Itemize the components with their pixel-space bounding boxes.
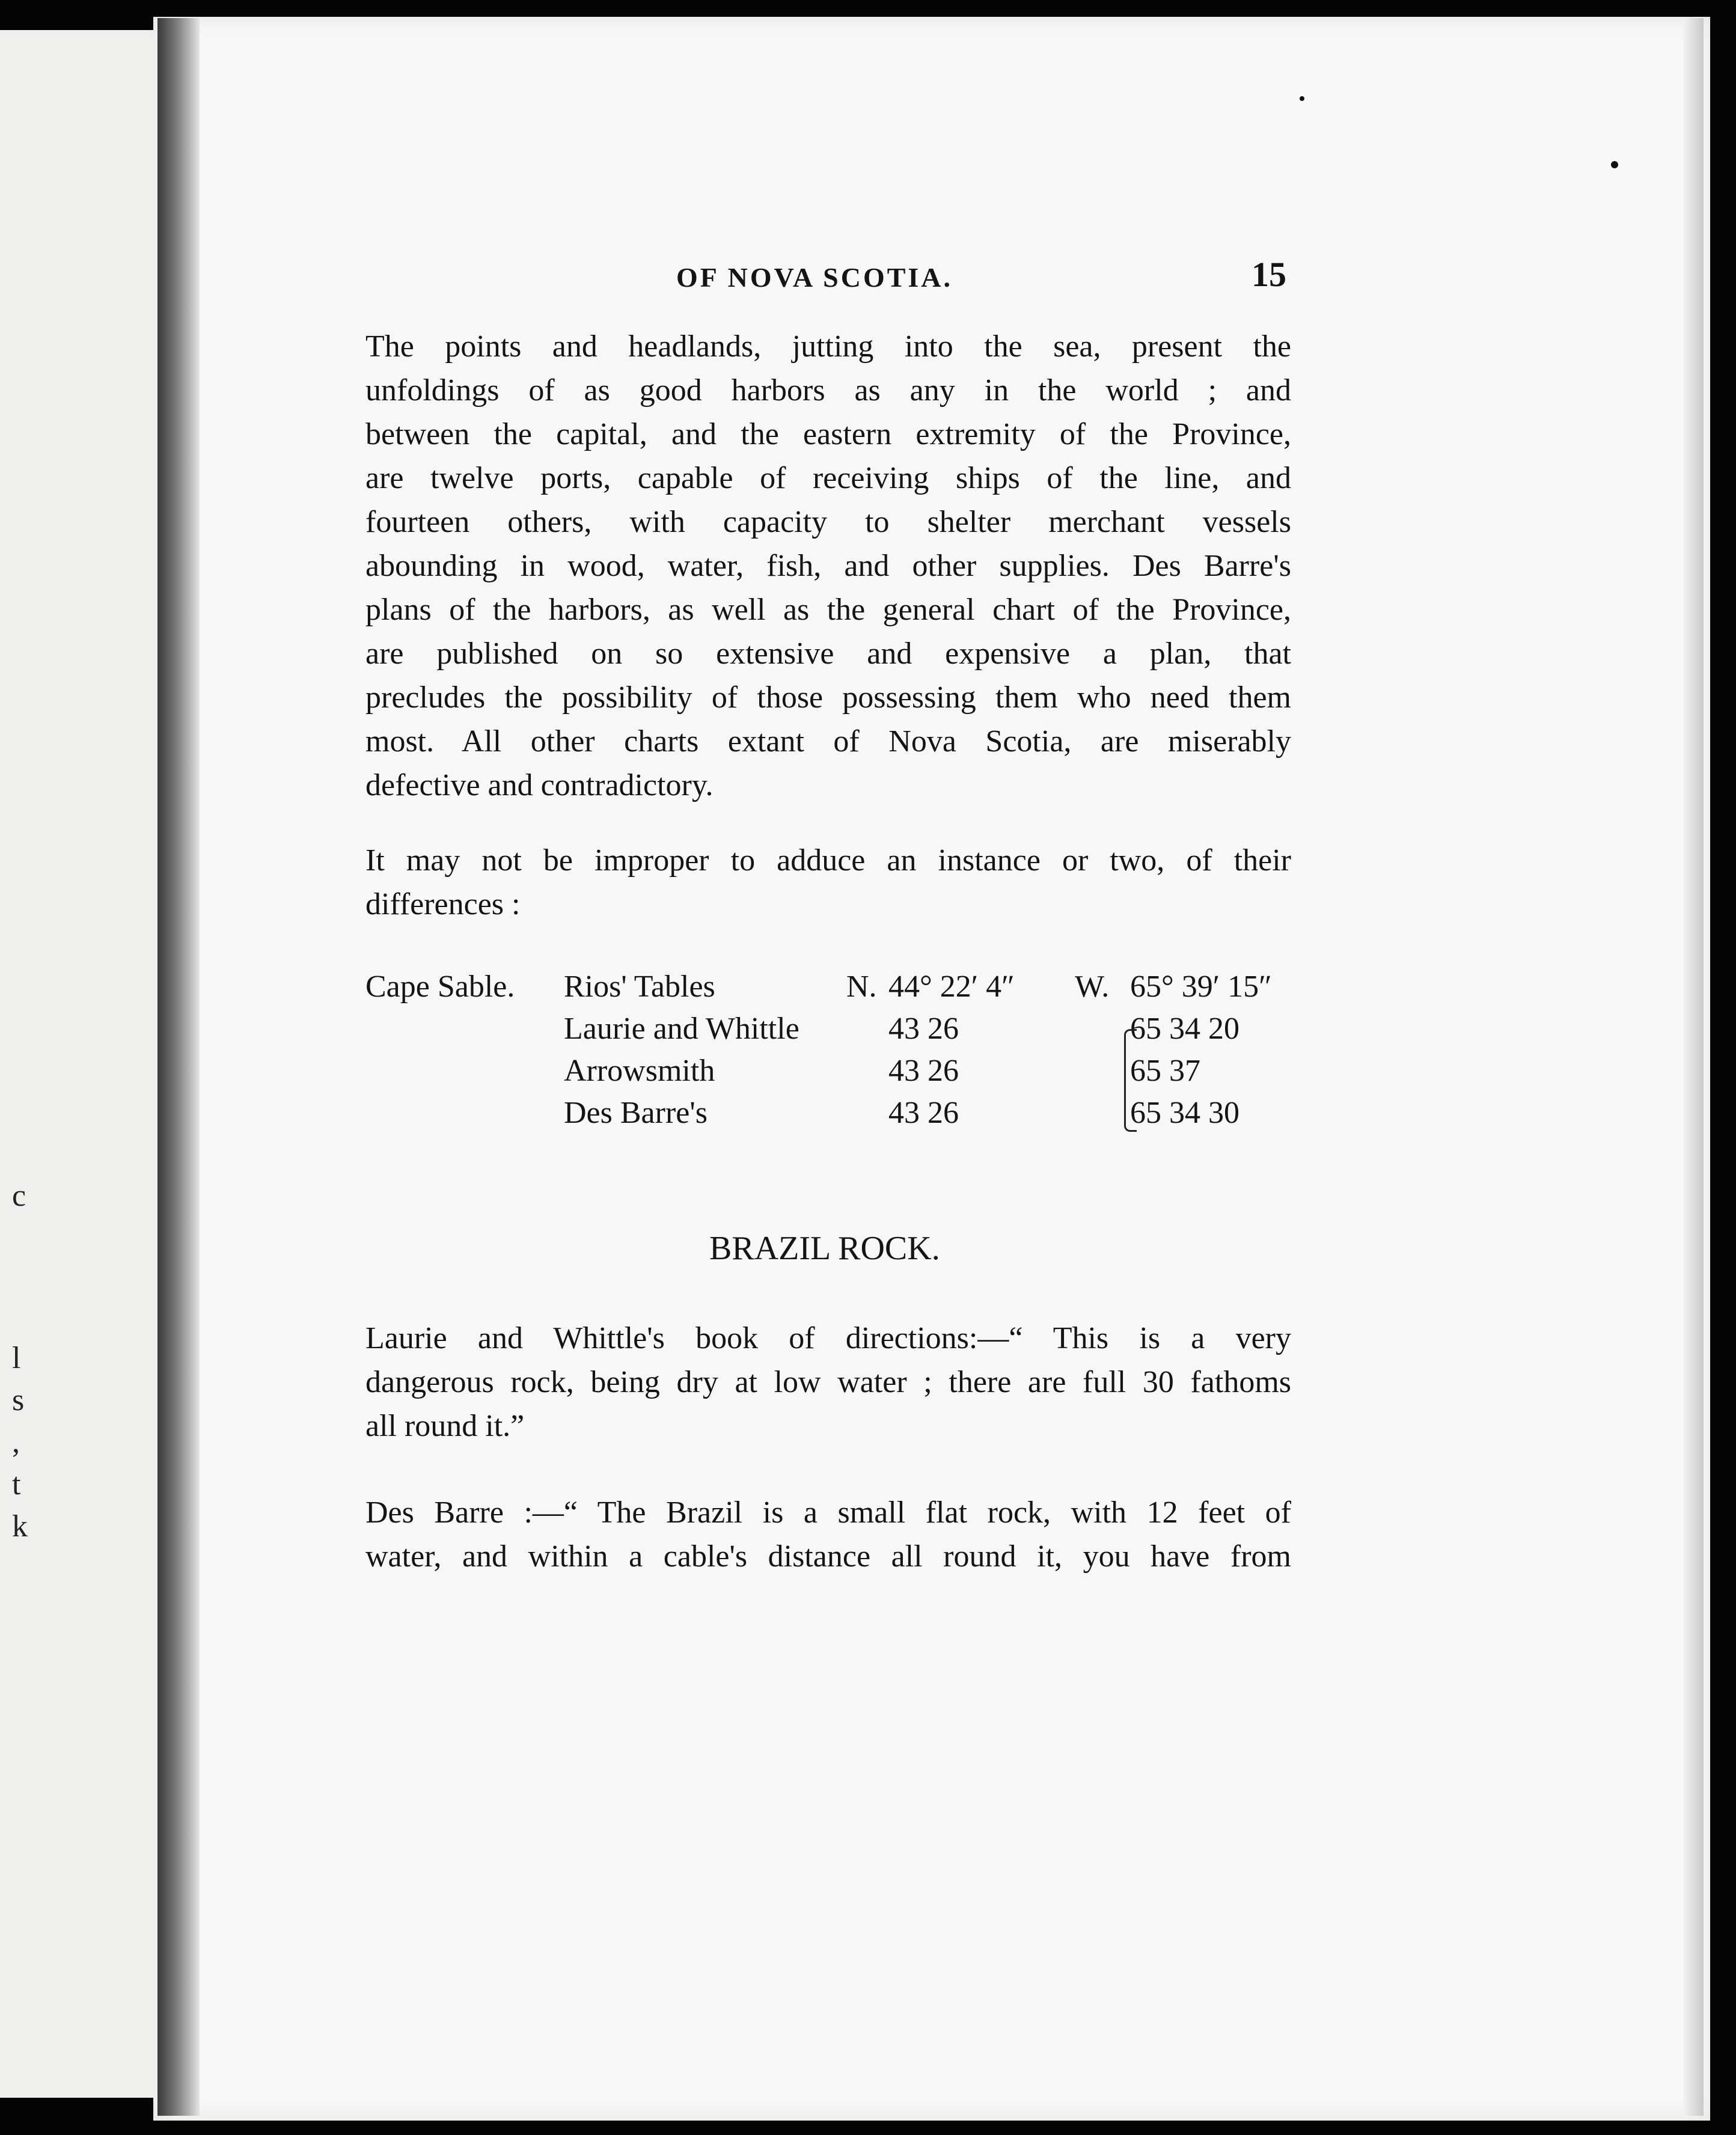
- table-row: [365, 969, 1291, 1011]
- text-line: fourteen others, with capacity to shelter merchant vessels: [365, 505, 1291, 539]
- adjacent-page-edge: [0, 30, 153, 2098]
- adjacent-page-fragment: k: [12, 1509, 28, 1544]
- text-line: plans of the harbors, as well as the general chart of the Province,: [365, 593, 1291, 627]
- text-line: Laurie and Whittle's book of directions:—“ This is a very: [365, 1321, 1291, 1355]
- source-name: Laurie and Whittle: [564, 1012, 799, 1046]
- paragraph-differences: [365, 838, 1291, 926]
- paragraph-laurie-whittle: [365, 1316, 1291, 1448]
- text-line: The points and headlands, jutting into the sea, present the: [365, 329, 1291, 364]
- source-name: Arrowsmith: [564, 1054, 715, 1088]
- adjacent-page-fragment: c: [12, 1179, 26, 1213]
- paragraph-des-barre: [365, 1491, 1291, 1578]
- place-name: Cape Sable.: [365, 970, 515, 1004]
- paragraph-harbors: [365, 325, 1291, 807]
- running-head: OF NOVA SCOTIA.: [676, 262, 953, 293]
- adjacent-page-fragment: s: [12, 1383, 25, 1417]
- adjacent-page-fragment: t: [12, 1467, 21, 1501]
- text-line: are twelve ports, capable of receiving ships of the line, and: [365, 461, 1291, 495]
- source-name: Des Barre's: [564, 1096, 708, 1130]
- text-line: are published on so extensive and expensive a plan, that: [365, 637, 1291, 671]
- section-title: BRAZIL ROCK.: [709, 1230, 940, 1267]
- latitude-value: 43 26: [888, 1096, 959, 1130]
- text-line: precludes the possibility of those possessing them who need them: [365, 680, 1291, 715]
- text-line: water, and within a cable's distance all round it, you have from: [365, 1539, 1291, 1574]
- text-line: abounding in wood, water, fish, and other supplies. Des Barre's: [365, 549, 1291, 583]
- source-name: Rios' Tables: [564, 970, 715, 1004]
- page-gutter-shadow: [157, 18, 200, 2116]
- text-line: dangerous rock, being dry at low water ; there are full 30 fathoms: [365, 1365, 1291, 1399]
- latitude-value: 44° 22′ 4″: [888, 970, 1015, 1004]
- latitude-value: 43 26: [888, 1054, 959, 1088]
- longitude-prefix: W.: [1075, 970, 1110, 1004]
- table-row: [365, 1011, 1291, 1053]
- page-header: [361, 255, 1286, 310]
- text-line: unfoldings of as good harbors as any in the world ; and: [365, 373, 1291, 408]
- text-line-last: defective and contradictory.: [365, 768, 714, 802]
- longitude-value: 65 37: [1130, 1054, 1200, 1088]
- longitude-bracket: [1124, 1029, 1137, 1132]
- table-row: [365, 1053, 1291, 1095]
- longitude-value: 65 34 20: [1130, 1012, 1239, 1046]
- ink-speck: [1300, 96, 1304, 101]
- ink-speck: [1611, 161, 1618, 168]
- adjacent-page-fragment: ,: [12, 1425, 20, 1459]
- text-line: most. All other charts extant of Nova Scotia, are miserably: [365, 724, 1291, 759]
- latitude-prefix: N.: [846, 970, 877, 1004]
- longitude-value: 65 34 30: [1130, 1096, 1239, 1130]
- longitude-value: 65° 39′ 15″: [1130, 970, 1272, 1004]
- table-row: [365, 1095, 1291, 1137]
- text-line: Des Barre :—“ The Brazil is a small flat rock, with 12 feet of: [365, 1495, 1291, 1530]
- text-line: It may not be improper to adduce an instance or two, of their: [365, 843, 1291, 878]
- text-line-last: differences :: [365, 887, 521, 921]
- text-line: between the capital, and the eastern extremity of the Province,: [365, 417, 1291, 451]
- adjacent-page-fragment: l: [12, 1341, 21, 1375]
- page-right-edge: [1683, 18, 1704, 2116]
- page-number: 15: [1252, 255, 1286, 294]
- text-line-last: all round it.”: [365, 1409, 525, 1443]
- latitude-value: 43 26: [888, 1012, 959, 1046]
